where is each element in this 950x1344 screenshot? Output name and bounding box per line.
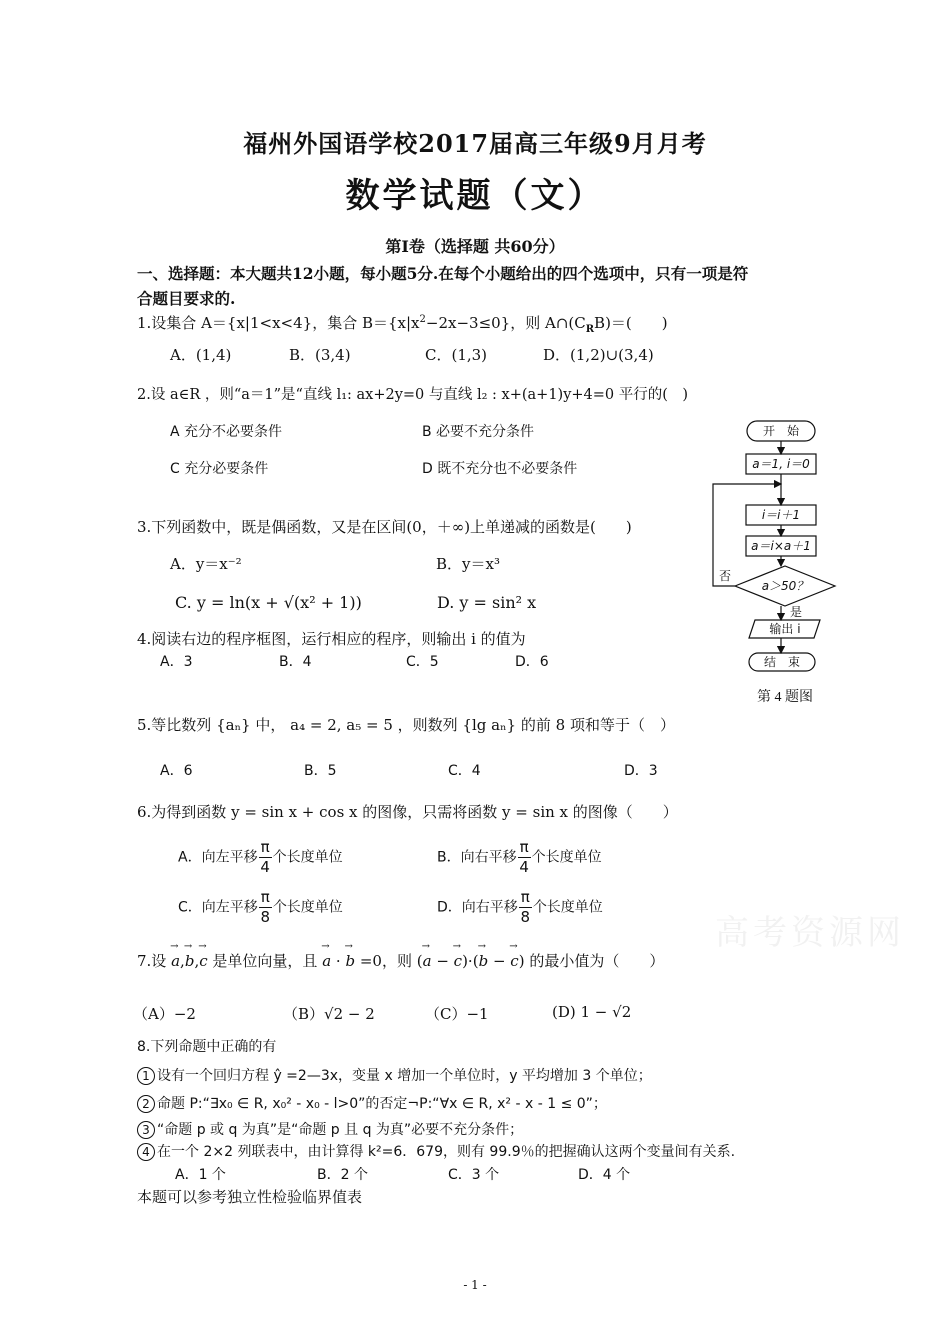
q4-option-c: C．5 xyxy=(406,654,439,670)
q1-stem: 1.设集合 A＝{x|1<x<4}，集合 $B=\{x|x^2-2x-3\le 0\}$，则 $A\cap(C_RB)=$( ) xyxy=(137,314,668,335)
subject-title: 数学试题（文） xyxy=(345,176,605,216)
q8-item-2: 2 命题 P:“∃x₀ ∈ R, x₀² - x₀ - l>0”的否定¬P:“∀x ∈ R, x² - x - 1 ≤ 0”； xyxy=(137,1093,607,1113)
q7-option-c: （C）−1 xyxy=(425,1005,489,1023)
q5-option-d: D．3 xyxy=(624,763,658,779)
q4-option-d: D．6 xyxy=(515,654,549,670)
q8-stem: 8.下列命题中正确的有 xyxy=(137,1039,277,1055)
q2-stem: 2.设 a∈R ，则“a＝1”是“直线 l₁: ax+2y=0 与直线 l₂ : x+(a+1)y+4=0 平行的( ) xyxy=(137,387,689,403)
q5-option-a: A．6 xyxy=(160,763,193,779)
flowchart-step2-text: a＝i×a＋1 xyxy=(751,539,811,553)
q2-option-c: C 充分必要条件 xyxy=(170,461,269,477)
flowchart-no-label: 否 xyxy=(718,569,732,583)
q1-option-a: A．(1,4) xyxy=(170,346,232,364)
q2-option-b: B 必要不充分条件 xyxy=(422,424,535,440)
q3-option-d: D. y = sin² x xyxy=(437,593,537,612)
school-title: 福州外国语学校2017届高三年级9月月考 xyxy=(243,129,707,158)
q6-d-fraction: $\frac{\pi}{8}$ xyxy=(520,888,531,926)
q5-option-c: C．4 xyxy=(448,763,481,779)
q4-option-b: B．4 xyxy=(279,654,312,670)
instructions-line2: 合题目要求的. xyxy=(137,289,236,308)
q3-option-c: C. y = ln(x + √(x² + 1)) xyxy=(175,593,362,612)
flowchart-step1-text: i＝i＋1 xyxy=(761,508,801,522)
q7-stem: 7.设 → a,→ b,→ c 是单位向量，且 → a · → b =0，则 (→ a − → c)·(→ b − → c) 的最小值为（ ） xyxy=(137,950,664,971)
q5-stem: 5.等比数列 {aₙ} 中， a₄ = 2, a₅ = 5 ，则数列 {lg aₙ} 的前 8 项和等于（ ） xyxy=(137,716,675,734)
section-title: 第Ⅰ卷（选择题 共60分） xyxy=(385,237,565,256)
q8-option-c: C．3 个 xyxy=(448,1167,500,1183)
q1-option-b: B．(3,4) xyxy=(289,346,351,364)
q3-stem: 3.下列函数中，既是偶函数，又是在区间(0，＋∞)上单递减的函数是( ) xyxy=(137,518,632,536)
q5-option-b: B．5 xyxy=(304,763,337,779)
q6-option-a: A．向左平移 $\frac{\pi}{4}$ 个长度单位 xyxy=(178,838,343,876)
flowchart-init-text: a＝1, i＝0 xyxy=(752,457,810,471)
flowchart-start-text: 开 始 xyxy=(762,424,800,438)
q1-option-d: D．(1,2)∪(3,4) xyxy=(543,346,654,364)
q1-sub-r: R xyxy=(585,324,595,335)
q8-option-a: A．1 个 xyxy=(175,1167,226,1183)
q2-option-a: A 充分不必要条件 xyxy=(170,424,283,440)
page-number: - 1 - xyxy=(463,1278,487,1292)
instructions-line1: 一、选择题：本大题共12小题，每小题5分.在每个小题给出的四个选项中，只有一项是符 xyxy=(137,264,749,283)
q2-option-d: D 既不充分也不必要条件 xyxy=(422,461,578,477)
q1-option-c: C．(1,3) xyxy=(425,346,488,364)
flowchart-end-text: 结 束 xyxy=(763,655,801,669)
q8-option-d: D．4 个 xyxy=(578,1167,631,1183)
flowchart-output-text: 输出 i xyxy=(769,622,801,636)
q6-option-d: D．向右平移 $\frac{\pi}{8}$ 个长度单位 xyxy=(437,888,603,926)
q8-item-3: 3 “命题 p 或 q 为真”是“命题 p 且 q 为真”必要不充分条件； xyxy=(137,1119,523,1139)
q4-stem: 4.阅读右边的程序框图，运行相应的程序，则输出 i 的值为 xyxy=(137,630,526,648)
q6-option-c: C．向左平移 $\frac{\pi}{8}$ 个长度单位 xyxy=(178,888,343,926)
watermark: 高考资源网 xyxy=(715,913,905,953)
q7-option-b: （B）√2 − 2 xyxy=(283,1005,375,1023)
q6-c-fraction: $\frac{\pi}{8}$ xyxy=(260,888,271,926)
q6-a-fraction: $\frac{\pi}{4}$ xyxy=(260,838,270,876)
q8-option-b: B．2 个 xyxy=(317,1167,368,1183)
q6-option-b: B．向右平移 $\frac{\pi}{4}$ 个长度单位 xyxy=(437,838,602,876)
q7-option-d: (D) 1 − √2 xyxy=(552,1003,632,1021)
q8-item-4: 4 在一个 2×2 列联表中，由计算得 k²=6．679，则有 99.9％的把握确认这两个变量间有关系. xyxy=(137,1141,735,1161)
flowchart xyxy=(700,414,850,684)
q8-note: 本题可以参考独立性检验临界值表 xyxy=(137,1188,363,1206)
q8-item-1: 1 设有一个回归方程 ŷ =2—3x，变量 x 增加一个单位时，y 平均增加 3 个单位； xyxy=(137,1065,652,1085)
q7-option-a: （A）−2 xyxy=(133,1005,196,1023)
q3-option-a: A．y＝x⁻² xyxy=(170,555,242,573)
q6-stem: 6.为得到函数 y = sin x + cos x 的图像，只需将函数 y = sin x 的图像（ ） xyxy=(137,803,678,821)
flowchart-cond-text: a＞50？ xyxy=(761,579,809,593)
q3-option-b: B．y＝x³ xyxy=(436,555,500,573)
q1-stem-a: 1.设集合 A＝{x|1<x<4}，集合 B＝{x|x xyxy=(137,314,420,332)
q4-option-a: A．3 xyxy=(160,654,193,670)
q1-stem-b: −2x−3≤0}，则 A∩(C xyxy=(425,314,586,332)
flowchart-caption: 第 4 题图 xyxy=(757,690,813,705)
q1-stem-c: B)＝( ) xyxy=(594,314,668,332)
q6-b-fraction: $\frac{\pi}{4}$ xyxy=(519,838,529,876)
flowchart-yes-label: 是 xyxy=(789,605,803,619)
